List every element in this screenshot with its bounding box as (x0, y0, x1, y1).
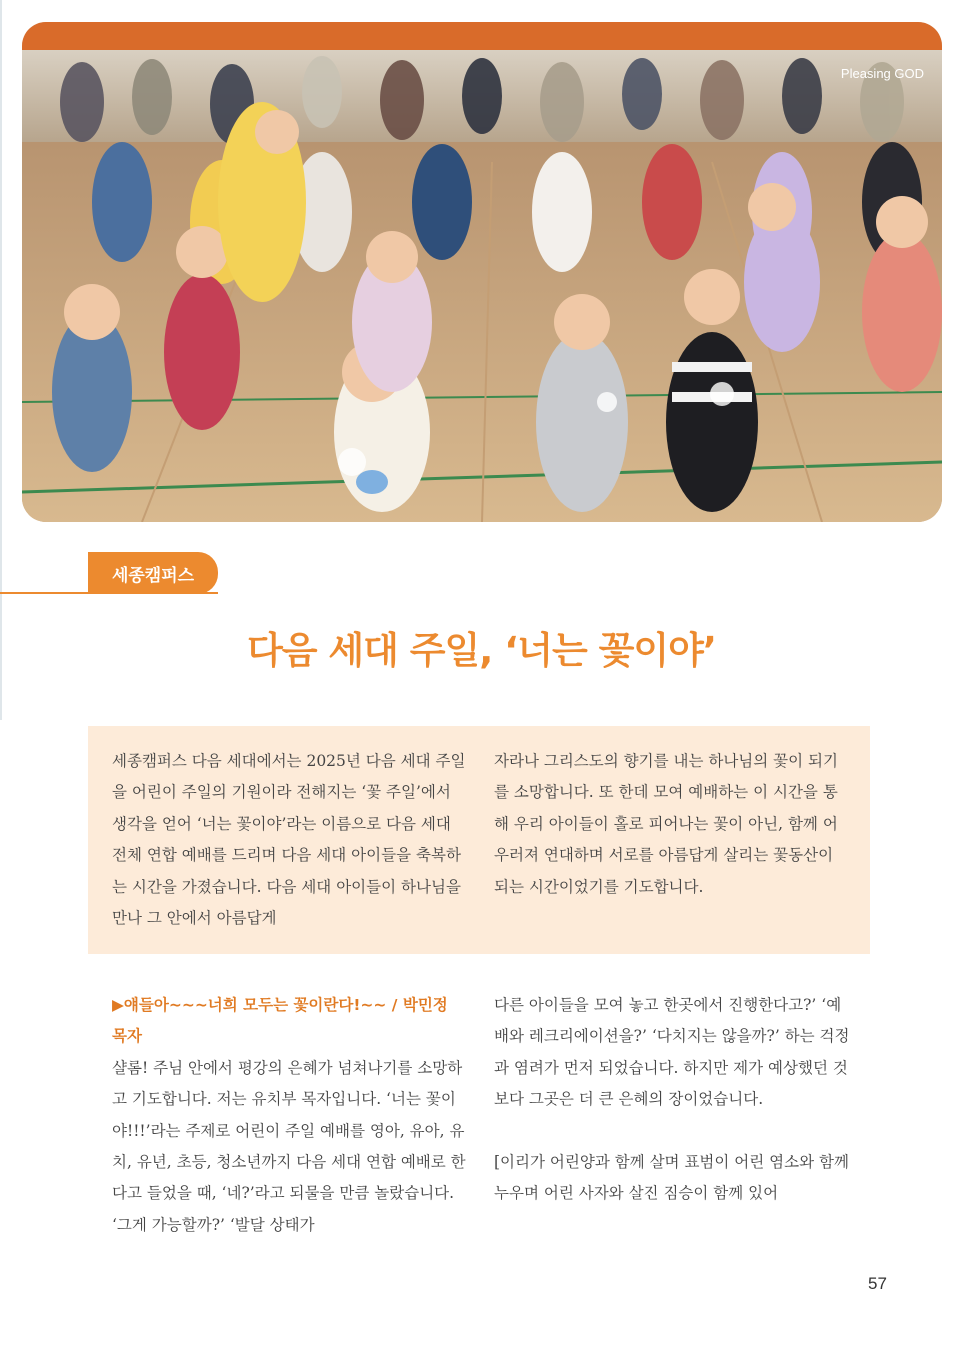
body-column-left (112, 990, 468, 1241)
body-text-right-p2: [이리가 어린양과 함께 살며 표범이 어린 염소와 함께 누우며 어린 사자와 살진 짐승이 함께 있어 (494, 1152, 849, 1203)
article-subhead: ▶얘들아~~~너희 모두는 꽃이란다!~~ / 박민정 목자 (112, 996, 448, 1046)
children-worship-photo-icon (22, 22, 942, 522)
section-tag: 세종캠퍼스 (88, 552, 218, 594)
intro-text-right: 자라나 그리스도의 향기를 내는 하나님의 꽃이 되기를 소망합니다. 또 한데 모여 예배하는 이 시간을 통해 우리 아이들이 홀로 피어나는 꽃이 아닌, 함께 어우러져 연대하며 서로를 아름답게 살리는 꽃동산이 되는 시간이었기를 기도합니다. (494, 752, 838, 896)
article-title: 다음 세대 주일, ‘너는 꽃이야’ (247, 629, 716, 672)
intro-text-left: 세종캠퍼스 다음 세대에서는 2025년 다음 세대 주일을 어린이 주일의 기원이라 전해지는 ‘꽃 주일’에서 생각을 얻어 ‘너는 꽃이야’라는 이름으로 다음 세대 전체 연합 예배를 드리며 다음 세대 아이들을 축복하는 시간을 가졌습니다. 다음 세대 아이들이 하나님을 만나 그 안에서 아름답게 (112, 752, 466, 928)
margin-rule (0, 0, 2, 720)
photo-caption: Pleasing GOD (840, 66, 924, 81)
hero-photo (22, 22, 942, 522)
page-number: 57 (868, 1274, 887, 1293)
body-text-right-p1: 다른 아이들을 모여 놓고 한곳에서 진행한다고?’ ‘예배와 레크리에이션을?’ ‘다치지는 않을까?’ 하는 걱정과 염려가 먼저 되었습니다. 하지만 제가 예상했던 것보다 그곳은 더 큰 은혜의 장이었습니다. (494, 996, 850, 1109)
body-text-left: 샬롬! 주님 안에서 평강의 은혜가 넘쳐나기를 소망하고 기도합니다. 저는 유치부 목자입니다. ‘너는 꽃이야!!!’라는 주제로 어린이 주일 예배를 영아, 유아, 유치, 유년, 초등, 청소년까지 다음 세대 연합 예배로 한다고 들었을 때, ‘네?’라고 되물을 만큼 놀랐습니다. ‘그게 가능할까?’ ‘발달 상태가 (112, 1058, 466, 1234)
body-column-right (494, 990, 850, 1209)
paragraph-gap (494, 1116, 850, 1147)
